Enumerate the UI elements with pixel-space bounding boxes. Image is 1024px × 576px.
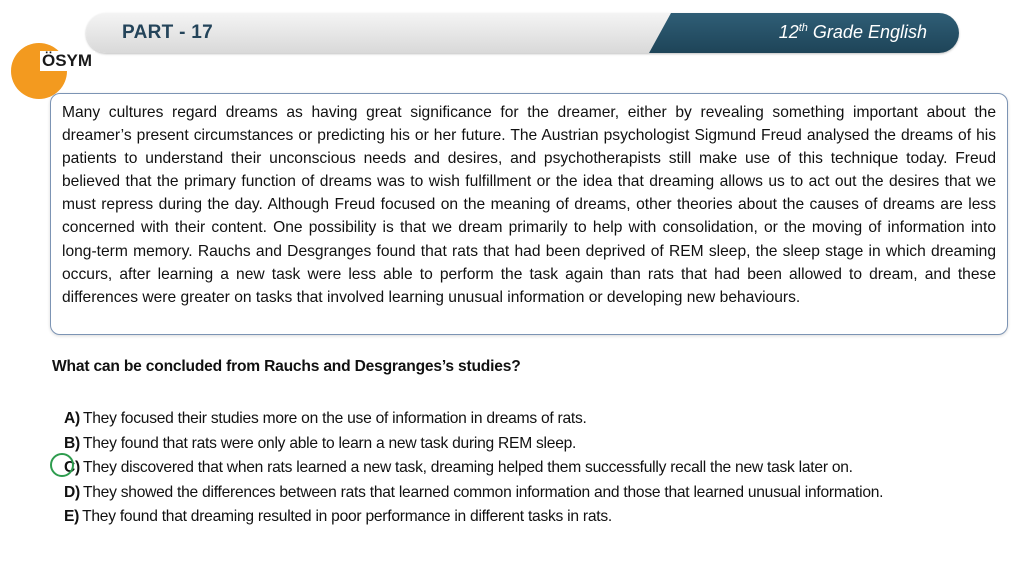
- option-text: They found that rats were only able to learn a new task during REM sleep.: [82, 434, 577, 452]
- option-text: They found that dreaming resulted in poor performance in different tasks in rats.: [82, 508, 612, 525]
- option-e[interactable]: [64, 505, 883, 530]
- correct-answer-mark-icon: [50, 453, 74, 477]
- question-text: What can be concluded from Rauchs and Desgranges’s studies?: [52, 358, 521, 375]
- option-letter: D): [64, 483, 80, 501]
- grade-suffix: th: [798, 22, 808, 34]
- option-d[interactable]: [64, 481, 883, 506]
- option-b[interactable]: [64, 432, 883, 457]
- option-letter: E): [64, 508, 80, 525]
- osym-logo-text: ÖSYM: [40, 51, 95, 71]
- option-letter: A): [64, 410, 80, 427]
- option-c[interactable]: [64, 456, 883, 481]
- answer-options: [64, 407, 883, 530]
- option-a[interactable]: [64, 407, 883, 432]
- passage-box: [50, 93, 1008, 335]
- grade-number: 12: [778, 22, 799, 42]
- grade-title: [779, 22, 927, 43]
- grade-label: Grade English: [812, 22, 927, 42]
- option-letter: C): [64, 459, 80, 476]
- option-text: They showed the differences between rats that learned common information and those that learned unusual information.: [82, 483, 884, 501]
- option-text: They focused their studies more on the use of information in dreams of rats.: [82, 410, 587, 427]
- header-bar: [86, 13, 959, 53]
- option-letter: B): [64, 434, 80, 452]
- option-text: They discovered that when rats learned a new task, dreaming helped them successfully recall the new task later on.: [82, 459, 853, 476]
- passage-text: Many cultures regard dreams as having great significance for the dreamer, either by revealing something important about the dreamer’s present circumstances or predicting his or her future. The Austrian psychologist Sigmund Freud analysed the dreams of his patients to understand their unconscious needs and desires, and psychotherapists still make use of this technique today. Freud believed that the primary function of dreams was to wish fulfillment or the idea that dreaming allows us to act out the desires that we must repress during the day. Although Freud focused on the meaning of dreams, other theories about the causes of dreams are less concerned with their content. One possibility is that we dream primarily to help with consolidation, or the moving of information into long-term memory. Rauchs and Desgranges found that rats that had been deprived of REM sleep, the sleep stage in which dreaming occurs, after learning a new task were less able to perform the task again than rats that had been allowed to dream, and these differences were greater on tasks that involved learning unusual information or developing new behaviours.: [62, 104, 996, 306]
- part-title: PART - 17: [122, 22, 214, 43]
